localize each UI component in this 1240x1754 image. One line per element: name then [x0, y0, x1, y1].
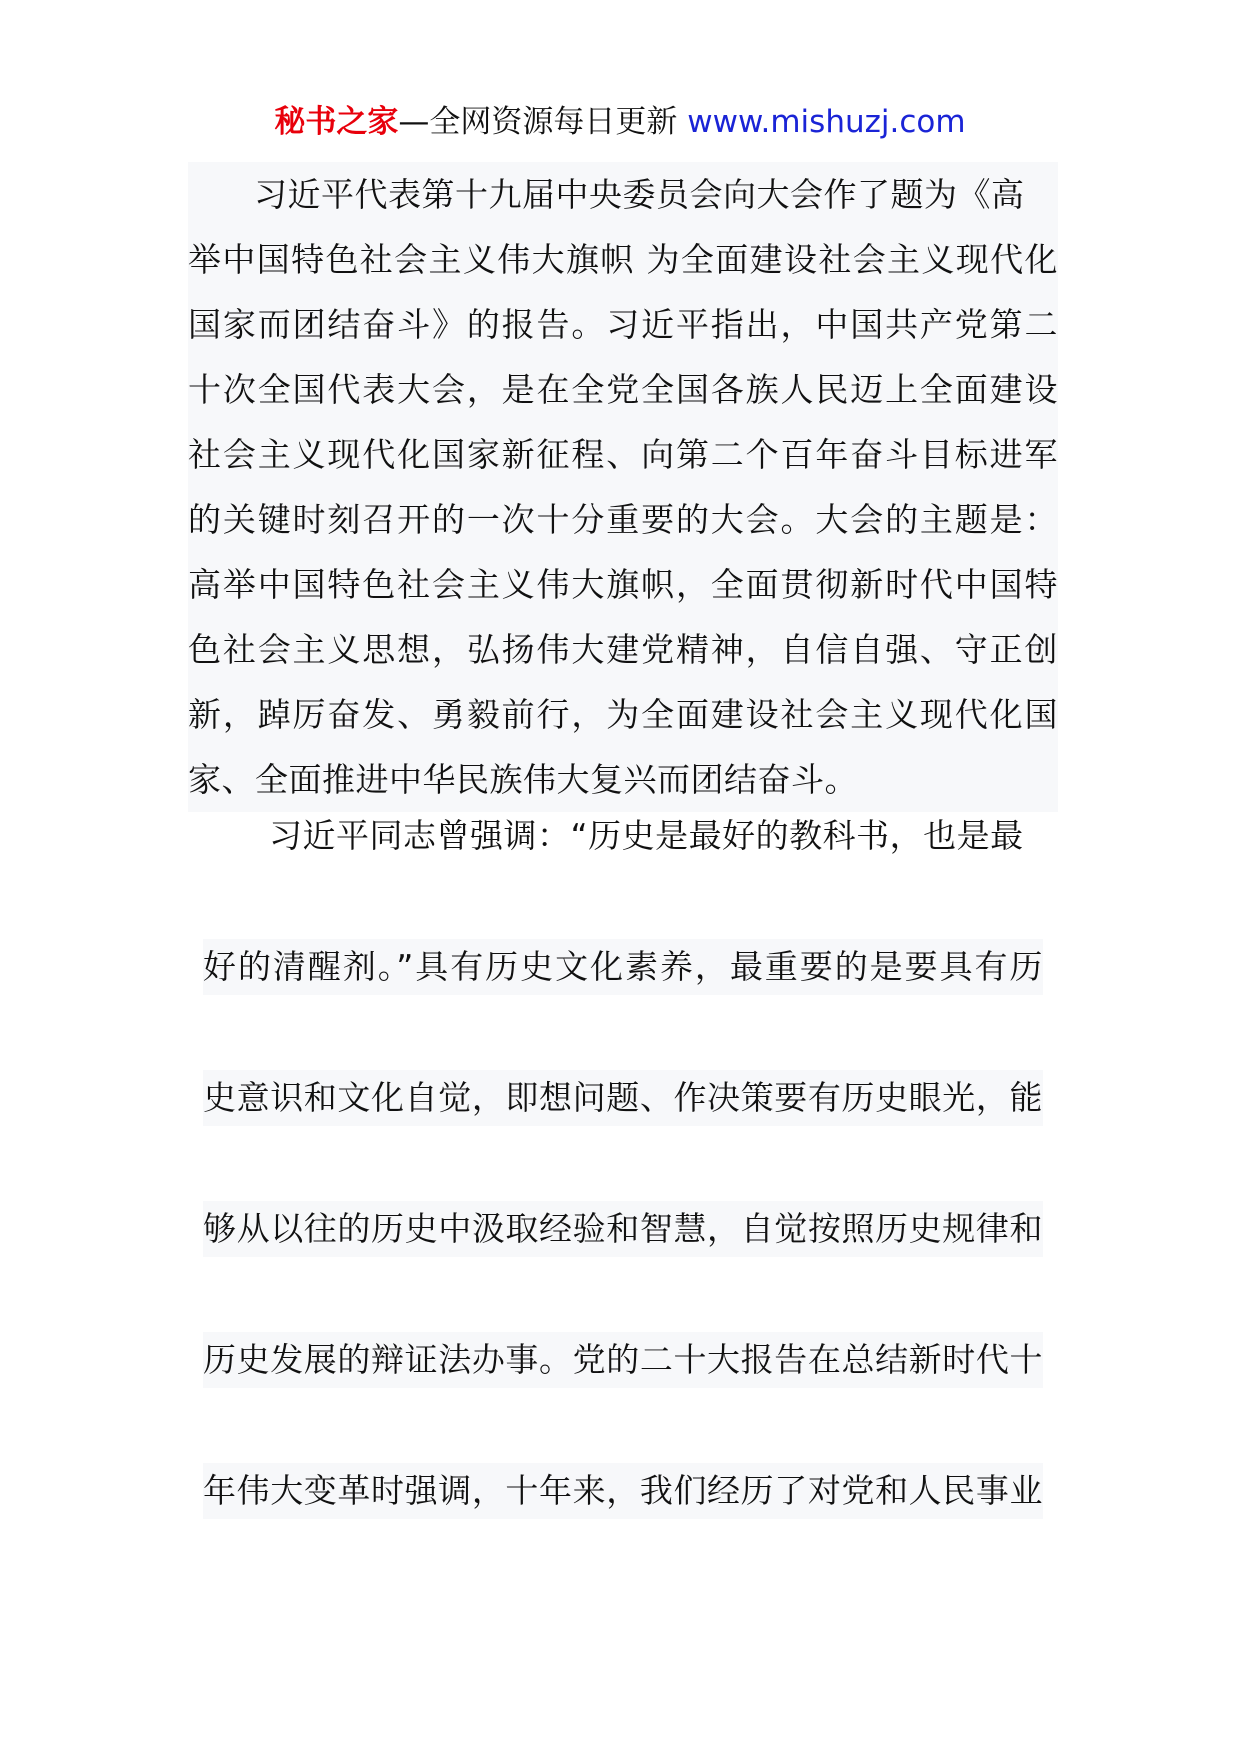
- paragraph-line-text: 年伟大变革时强调，十年来，我们经历了对党和人民事业: [203, 1463, 1043, 1519]
- paragraph-report-summary: [188, 162, 1058, 812]
- brand-name: 秘书之家: [274, 104, 399, 140]
- website-link[interactable]: www.mishuzj.com: [687, 104, 966, 140]
- paragraph-line: 十次全国代表大会，是在全党全国各族人民迈上全面建设: [188, 370, 1058, 409]
- paragraph-line: 新，踔厉奋发、勇毅前行，为全面建设社会主义现代化国: [188, 695, 1058, 734]
- paragraph-line: [203, 1070, 1043, 1201]
- paragraph-line: [203, 1332, 1043, 1463]
- paragraph-history-awareness: [203, 808, 1043, 1594]
- paragraph-line-text: 史意识和文化自觉，即想问题、作决策要有历史眼光，能: [203, 1070, 1043, 1126]
- paragraph-line: 的关键时刻召开的一次十分重要的大会。大会的主题是：: [188, 500, 1058, 539]
- header-tagline: —全网资源每日更新: [398, 104, 688, 140]
- paragraph-line: 习近平代表第十九届中央委员会向大会作了题为《高: [254, 175, 1025, 214]
- paragraph-line: [203, 1201, 1043, 1332]
- paragraph-line: 国家而团结奋斗》的报告。习近平指出，中国共产党第二: [188, 305, 1058, 344]
- paragraph-line-text: 够从以往的历史中汲取经验和智慧，自觉按照历史规律和: [203, 1201, 1043, 1257]
- paragraph-line: 高举中国特色社会主义伟大旗帜，全面贯彻新时代中国特: [188, 565, 1058, 604]
- paragraph-line: 举中国特色社会主义伟大旗帜 为全面建设社会主义现代化: [188, 240, 1058, 279]
- paragraph-line-text: 好的清醒剂。”具有历史文化素养，最重要的是要具有历: [203, 939, 1043, 995]
- paragraph-line-text: 习近平同志曾强调：“历史是最好的教科书，也是最: [269, 816, 1024, 855]
- paragraph-line: [203, 808, 1043, 939]
- paragraph-line: 色社会主义思想，弘扬伟大建党精神，自信自强、守正创: [188, 630, 1058, 669]
- paragraph-line: 社会主义现代化国家新征程、向第二个百年奋斗目标进军: [188, 435, 1058, 474]
- paragraph-line: [203, 939, 1043, 1070]
- paragraph-line: 家、全面推进中华民族伟大复兴而团结奋斗。: [188, 760, 858, 799]
- paragraph-line: [203, 1463, 1043, 1594]
- page-header: [0, 98, 1240, 146]
- paragraph-line-text: 历史发展的辩证法办事。党的二十大报告在总结新时代十: [203, 1332, 1043, 1388]
